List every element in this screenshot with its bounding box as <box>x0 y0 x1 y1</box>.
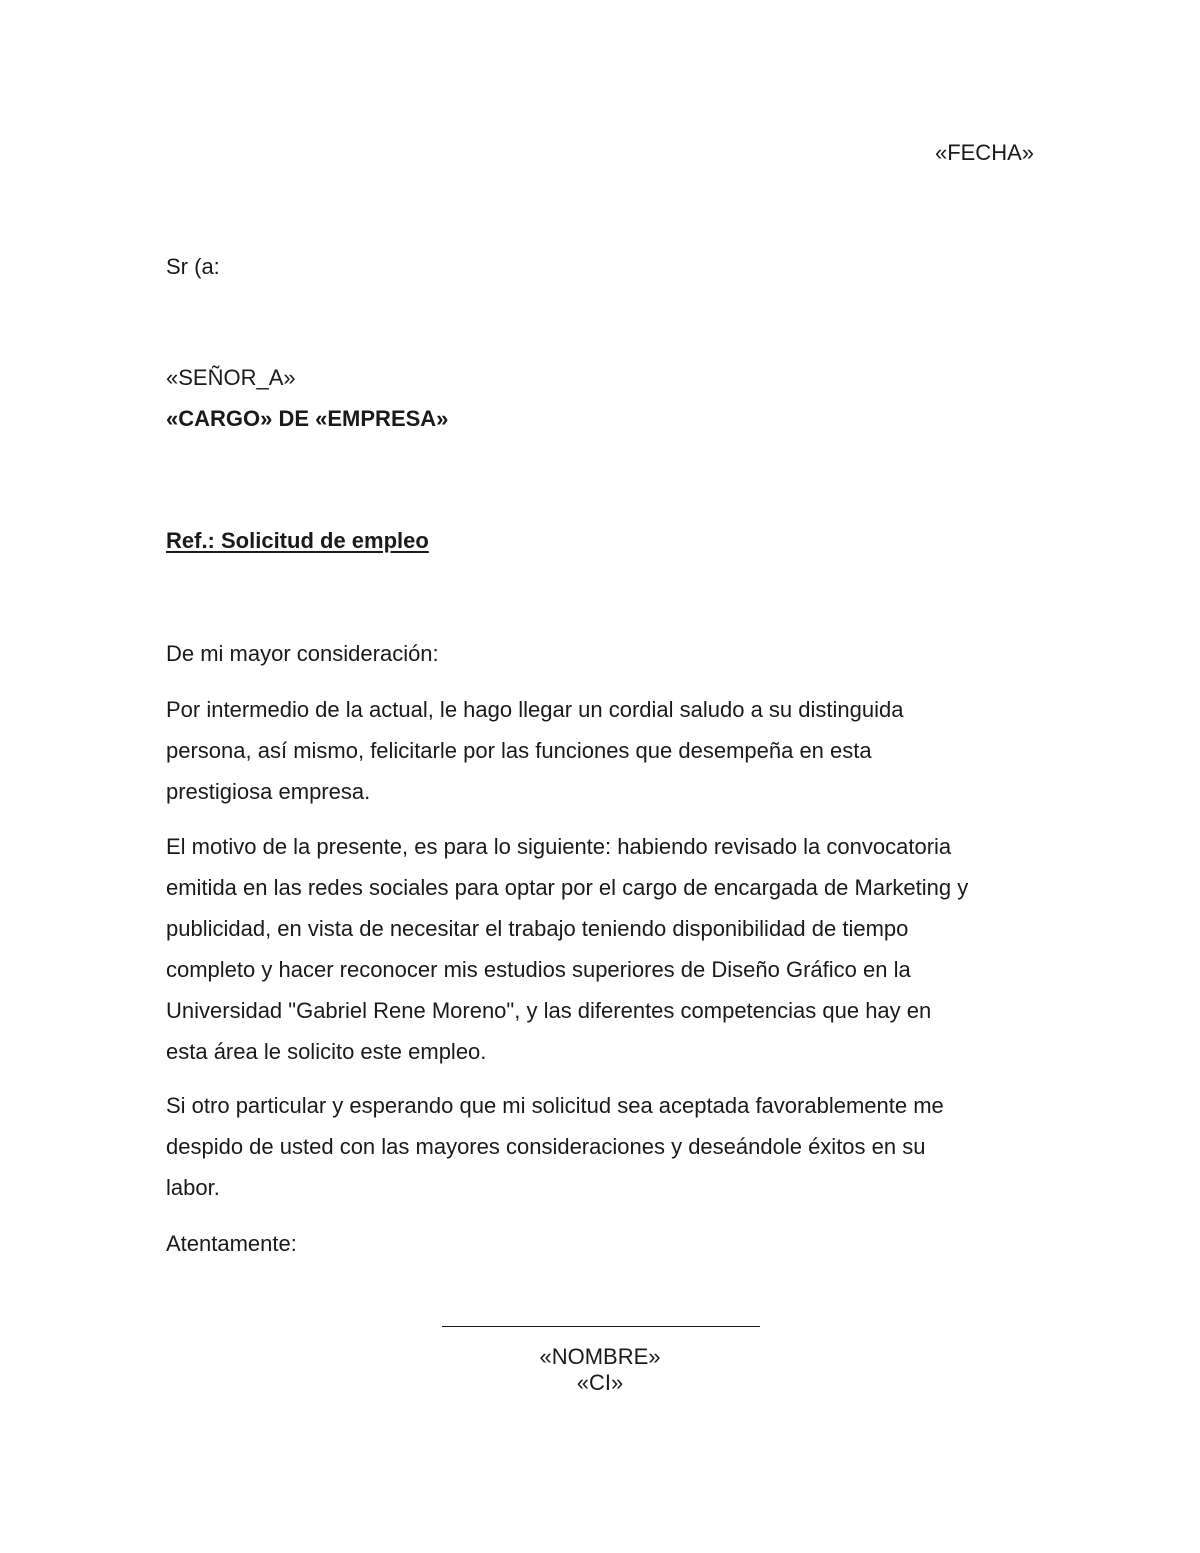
paragraph-line: prestigiosa empresa. <box>166 779 371 804</box>
signer-name: «NOMBRE» <box>539 1344 661 1369</box>
paragraph-line: Si otro particular y esperando que mi solicitud sea aceptada favorablemente me <box>166 1093 944 1118</box>
letter-date: «FECHA» <box>934 140 1034 165</box>
signature-line <box>442 1326 760 1327</box>
body-paragraph <box>166 689 1046 812</box>
paragraph-line: despido de usted con las mayores consideraciones y deseándole éxitos en su <box>166 1134 926 1159</box>
reference-line: Ref.: Solicitud de empleo <box>166 528 429 553</box>
paragraph-line: Universidad "Gabriel Rene Moreno", y las diferentes competencias que hay en <box>166 998 932 1023</box>
paragraph-line: esta área le solicito este empleo. <box>166 1039 487 1064</box>
recipient-title: «CARGO» DE «EMPRESA» <box>166 406 449 431</box>
closing: Atentamente: <box>166 1231 297 1256</box>
recipient-name: «SEÑOR_A» <box>166 365 296 390</box>
paragraph-line: labor. <box>166 1175 220 1200</box>
signer-id: «CI» <box>576 1370 624 1395</box>
paragraph-line: publicidad, en vista de necesitar el trabajo teniendo disponibilidad de tiempo <box>166 916 909 941</box>
paragraph-line: emitida en las redes sociales para optar por el cargo de encargada de Marketing y <box>166 875 969 900</box>
salutation-heading: Sr (a: <box>166 254 220 279</box>
body-paragraph <box>166 826 1046 1072</box>
greeting: De mi mayor consideración: <box>166 641 439 666</box>
body-paragraph <box>166 1085 1046 1208</box>
paragraph-line: El motivo de la presente, es para lo siguiente: habiendo revisado la convocatoria <box>166 834 952 859</box>
paragraph-line: completo y hacer reconocer mis estudios superiores de Diseño Gráfico en la <box>166 957 911 982</box>
paragraph-line: persona, así mismo, felicitarle por las funciones que desempeña en esta <box>166 738 872 763</box>
paragraph-line: Por intermedio de la actual, le hago llegar un cordial saludo a su distinguida <box>166 697 904 722</box>
